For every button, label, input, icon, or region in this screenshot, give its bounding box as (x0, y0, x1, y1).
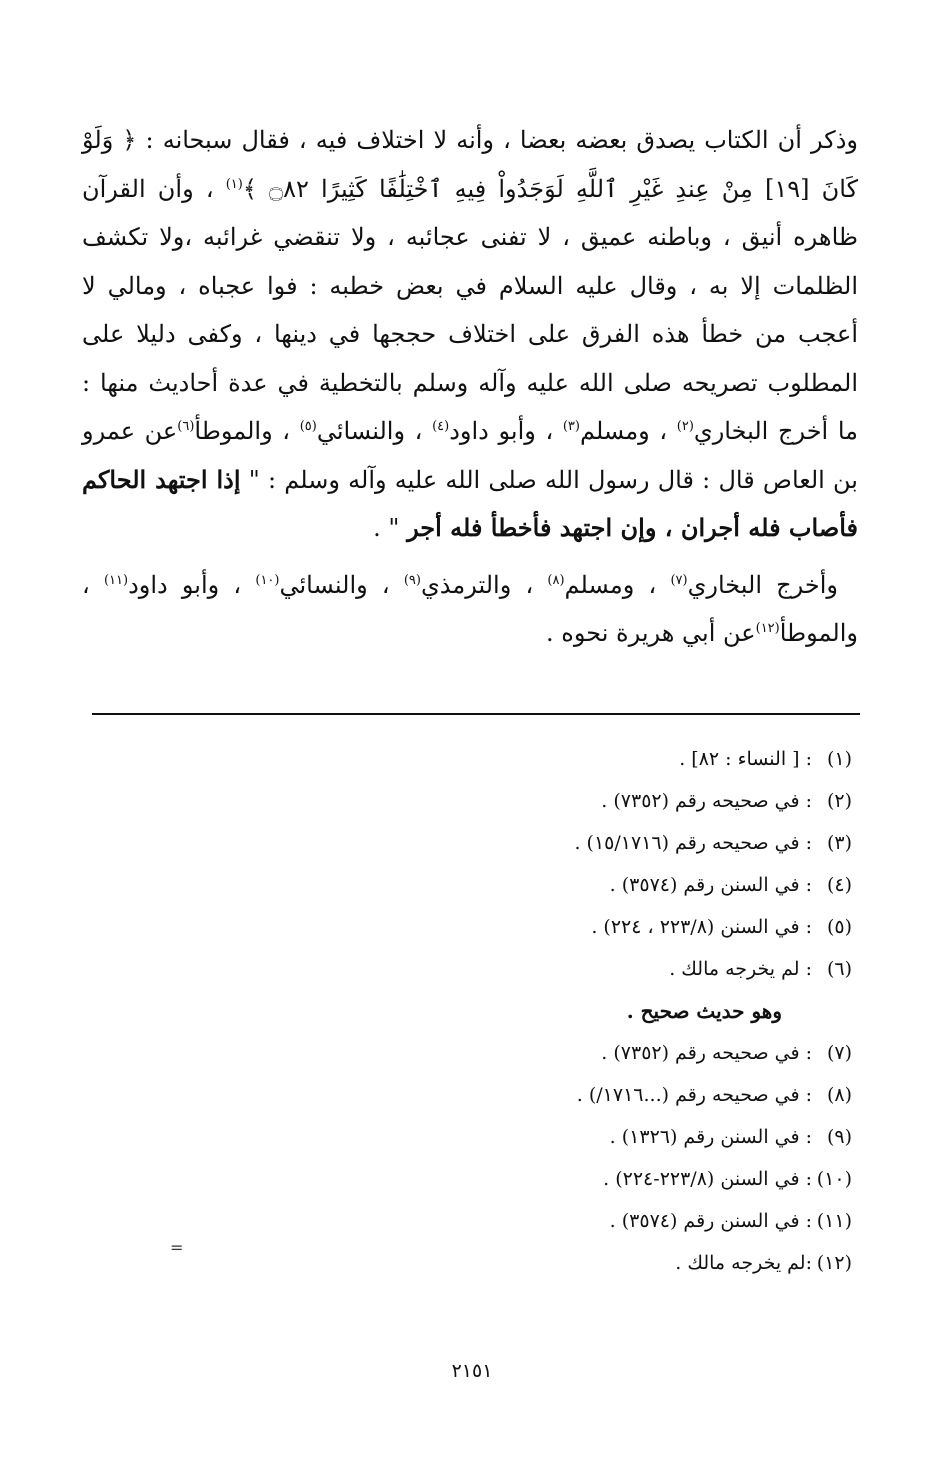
footnote-text: : في صحيحه رقم (...١٧١٦/) . (576, 1084, 812, 1106)
footnote-number: (١٢) (816, 1252, 852, 1274)
footnote-ref-3[interactable]: (٣) (562, 419, 580, 434)
footnote-item (92, 948, 852, 990)
hadith-quote: إذا اجتهد الحاكم فأصاب فله أجران ، وإن اجتهد فأخطأ فله أجر (82, 464, 858, 542)
footnote-ref-6[interactable]: (٦) (177, 419, 195, 434)
footnote-item (92, 1158, 852, 1200)
paragraph-text: ، والموطأ (82, 570, 858, 647)
paragraph-text: عن أبي هريرة نحوه . (545, 619, 756, 647)
footnote-number: (٣) (826, 832, 852, 854)
footnote-item (92, 864, 852, 906)
footnote-number: (١) (826, 748, 852, 770)
footnote-text: : في السنن رقم (٣٥٧٤) . (609, 874, 812, 896)
footnote-number: (٥) (826, 916, 852, 938)
paragraph-text: ، والترمذي (420, 570, 548, 599)
footnote-item (92, 906, 852, 948)
footnote-item (92, 1116, 852, 1158)
margin-mark: = (170, 1238, 184, 1257)
footnote-text: : في صحيحه رقم (١٥/١٧١٦) . (574, 832, 812, 854)
footnote-ref-5[interactable]: (٥) (299, 419, 317, 434)
paragraph-1 (82, 116, 858, 553)
page-number: ٢١٥١ (451, 1360, 493, 1382)
footnote-number: (٧) (826, 1042, 852, 1064)
footnote-item (92, 738, 852, 780)
footnote-number: (٤) (826, 874, 852, 896)
footnote-number: (٢) (826, 790, 852, 812)
paragraph-text: وذكر أن الكتاب يصدق بعضه بعضا ، وأنه لا اختلاف فيه ، فقال سبحانه : ﴿ وَلَوْ كَانَ [١٩] مِنْ عِندِ غَيْرِ ٱللَّهِ لَوَجَدُواْ فِيهِ ٱخْتِلَٰفًا كَثِيرًا ۝٨٢ ﴾ (82, 126, 859, 203)
footnote-text: : في السنن (٢٢٣/٨-٢٢٤) . (603, 1168, 812, 1190)
paragraph-text: ، ومسلم (564, 570, 671, 599)
footnote-number: (١٠) (816, 1168, 852, 1190)
footnote-ref-8[interactable]: (٨) (547, 572, 565, 588)
footnote-text: : في السنن رقم (٣٥٧٤) . (609, 1210, 812, 1232)
footnote-number: (٩) (826, 1126, 852, 1148)
footnote-text: : في صحيحه رقم (٧٣٥٢) . (601, 1042, 812, 1064)
main-text (82, 116, 858, 658)
footnote-number: (٦) (826, 958, 852, 980)
footnote-item (92, 822, 852, 864)
paragraph-text: ، وأبو داود (449, 417, 563, 445)
paragraph-text: ، والنسائي (316, 417, 433, 445)
footnote-ref-1[interactable]: (١) (225, 176, 243, 192)
footnote-ref-2[interactable]: (٢) (676, 419, 694, 434)
paragraph-text: ، وأن القرآن ظاهره أنيق ، وباطنه عميق ، لا تفنى عجائبه ، ولا تنقضي غرائبه ،ولا تكشف الظلمات إلا به ، وقال عليه السلام في بعض خطبه : فوا عجباه ، ومالي لا أعجب من خطأ هذه الفرق على اختلاف حججها في دينها ، وكفى دليلا على المطلوب تصريحه صلى الله عليه وآله وسلم بالتخطية في عدة أحاديث منها : ما أخرج البخاري (82, 174, 859, 445)
footnote-ref-7[interactable]: (٧) (670, 572, 688, 588)
paragraph-text: ، ومسلم (579, 417, 677, 445)
paragraph-2 (82, 561, 858, 658)
footnote-divider (92, 713, 860, 715)
footnote-item (92, 1242, 852, 1284)
footnote-ref-10[interactable]: (١٠) (255, 572, 280, 588)
footnote-item (92, 780, 852, 822)
footnote-number: (٨) (826, 1084, 852, 1106)
paragraph-text: ، والنسائي (279, 570, 404, 599)
footnote-item (92, 1032, 852, 1074)
footnote-text: : في السنن (٢٢٣/٨ ، ٢٢٤) . (591, 916, 812, 938)
footnote-number: (١١) (816, 1210, 852, 1232)
paragraph-text: عن عمرو بن العاص قال : قال رسول الله صلى الله عليه وآله وسلم : " (82, 417, 858, 494)
footnote-text: :لم يخرجه مالك . (675, 1252, 812, 1274)
footnote-text: : في صحيحه رقم (٧٣٥٢) . (601, 790, 812, 812)
paragraph-text: ، والموطأ (194, 417, 300, 445)
footnote-ref-12[interactable]: (١٢) (755, 621, 780, 636)
paragraph-text: ، وأبو داود (128, 570, 256, 599)
footnote-ref-9[interactable]: (٩) (403, 572, 421, 588)
footnote-text: : لم يخرجه مالك . (669, 958, 812, 980)
footnote-item (92, 1074, 852, 1116)
footnote-ref-4[interactable]: (٤) (432, 419, 450, 434)
paragraph-text: " . (373, 514, 408, 542)
footnote-item (92, 1200, 852, 1242)
footnote-text: : في السنن رقم (١٣٢٦) . (609, 1126, 812, 1148)
footnote-ref-11[interactable]: (١١) (103, 572, 129, 588)
footnote-text: : [ النساء : ٨٢] . (679, 748, 812, 770)
verdict-line: وهو حديث صحيح . (626, 999, 782, 1023)
paragraph-text: وأخرج البخاري (687, 570, 839, 599)
footnote-list (92, 738, 852, 1284)
